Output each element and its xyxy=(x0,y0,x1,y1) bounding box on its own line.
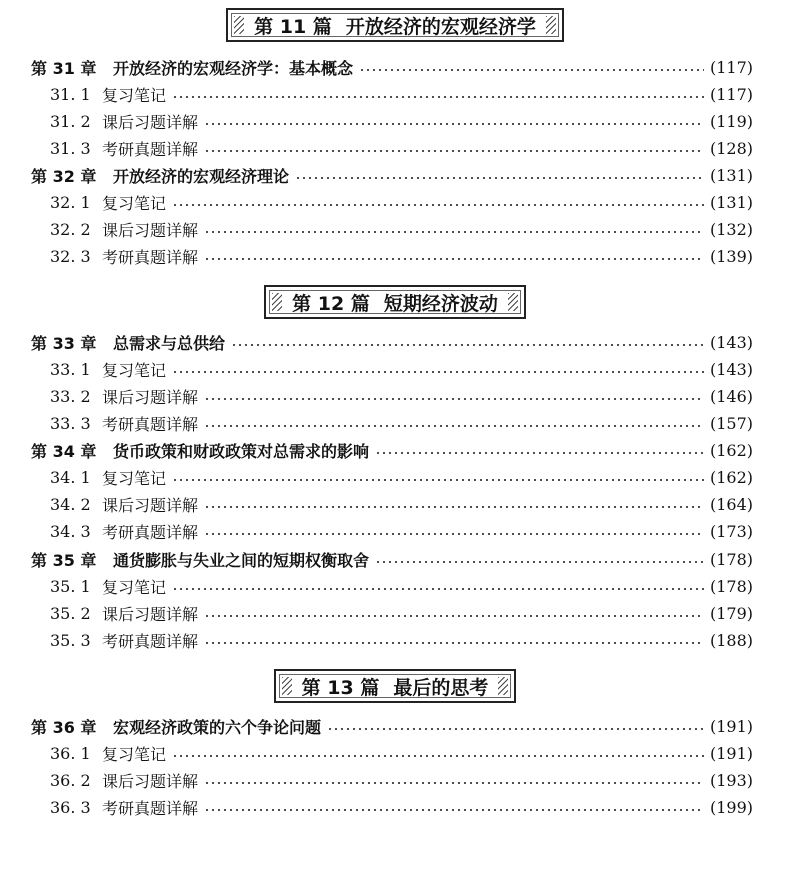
page-number: (162) xyxy=(709,467,753,487)
dot-leader xyxy=(327,728,704,730)
page-number: (173) xyxy=(709,521,753,541)
chapter-number: 第 33 章 xyxy=(31,333,97,353)
page-number: (131) xyxy=(709,192,753,212)
page-number: (162) xyxy=(709,440,753,460)
toc-section-row[interactable] xyxy=(50,795,753,819)
part-banner xyxy=(0,285,790,319)
toc-section-row[interactable] xyxy=(50,82,753,106)
section-title: 考研真题详解 xyxy=(102,139,199,159)
section-title: 复习笔记 xyxy=(102,744,167,764)
toc-section-row[interactable] xyxy=(50,601,753,625)
page-number: (179) xyxy=(709,603,753,623)
dot-leader xyxy=(375,561,704,563)
toc-section-row[interactable] xyxy=(50,217,753,241)
part-heading-box xyxy=(274,669,517,703)
dot-leader xyxy=(204,615,704,617)
section-number: 34. 1 xyxy=(50,467,91,487)
section-number: 35. 3 xyxy=(50,630,91,650)
dot-leader xyxy=(204,258,704,260)
part-title: 短期经济波动 xyxy=(383,292,498,315)
part-banner xyxy=(0,669,790,703)
section-title: 考研真题详解 xyxy=(102,798,199,818)
chapter-number: 第 31 章 xyxy=(31,58,97,78)
section-title: 考研真题详解 xyxy=(102,631,199,651)
section-number: 34. 3 xyxy=(50,521,91,541)
page-number: (128) xyxy=(709,138,753,158)
dot-leader xyxy=(172,96,704,98)
dot-leader xyxy=(172,479,704,481)
chapter-title: 总需求与总供给 xyxy=(113,333,226,353)
section-number: 36. 1 xyxy=(50,743,91,763)
dot-leader xyxy=(172,588,704,590)
page-number: (146) xyxy=(709,386,753,406)
dot-leader xyxy=(375,452,704,454)
dot-leader xyxy=(359,69,704,71)
toc-section-row[interactable] xyxy=(50,465,753,489)
section-number: 34. 2 xyxy=(50,494,91,514)
page-number: (164) xyxy=(709,494,753,514)
section-title: 课后习题详解 xyxy=(102,220,199,240)
page-number: (117) xyxy=(709,84,753,104)
section-title: 考研真题详解 xyxy=(102,247,199,267)
chapter-title: 开放经济的宏观经济学：基本概念 xyxy=(113,58,354,78)
page-number: (188) xyxy=(709,630,753,650)
chapter-title: 通货膨胀与失业之间的短期权衡取舍 xyxy=(113,550,370,570)
page-number: (193) xyxy=(709,770,753,790)
part-banner xyxy=(0,8,790,42)
part-heading-box xyxy=(264,285,526,319)
dot-leader xyxy=(204,809,704,811)
section-title: 复习笔记 xyxy=(102,577,167,597)
section-number: 31. 1 xyxy=(50,84,91,104)
toc-chapter-row[interactable] xyxy=(31,55,753,79)
chapter-title: 开放经济的宏观经济理论 xyxy=(113,166,290,186)
page-number: (143) xyxy=(709,359,753,379)
part-number: 第 12 篇 xyxy=(292,292,370,315)
dot-leader xyxy=(204,123,704,125)
page-number: (117) xyxy=(709,57,753,77)
part-number: 第 11 篇 xyxy=(254,15,332,38)
page-number: (131) xyxy=(709,165,753,185)
section-number: 33. 2 xyxy=(50,386,91,406)
toc-section-row[interactable] xyxy=(50,628,753,652)
page-number: (178) xyxy=(709,549,753,569)
page-number: (139) xyxy=(709,246,753,266)
section-title: 复习笔记 xyxy=(102,468,167,488)
dot-leader xyxy=(204,425,704,427)
toc-chapter-row[interactable] xyxy=(31,330,753,354)
page-number: (143) xyxy=(709,332,753,352)
dot-leader xyxy=(204,231,704,233)
dot-leader xyxy=(204,533,704,535)
toc-section-row[interactable] xyxy=(50,384,753,408)
section-title: 复习笔记 xyxy=(102,85,167,105)
section-title: 课后习题详解 xyxy=(102,771,199,791)
section-number: 36. 2 xyxy=(50,770,91,790)
toc-section-row[interactable] xyxy=(50,136,753,160)
page-number: (119) xyxy=(709,111,753,131)
page-number: (199) xyxy=(709,797,753,817)
section-number: 33. 1 xyxy=(50,359,91,379)
dot-leader xyxy=(172,204,704,206)
section-title: 课后习题详解 xyxy=(102,495,199,515)
dot-leader xyxy=(231,344,704,346)
part-number: 第 13 篇 xyxy=(301,676,380,699)
toc-section-row[interactable] xyxy=(50,768,753,792)
dot-leader xyxy=(172,371,704,373)
toc-section-row[interactable] xyxy=(50,190,753,214)
part-title: 开放经济的宏观经济学 xyxy=(345,15,536,38)
chapter-title: 宏观经济政策的六个争论问题 xyxy=(113,717,322,737)
dot-leader xyxy=(204,782,704,784)
dot-leader xyxy=(295,177,704,179)
toc-section-row[interactable] xyxy=(50,109,753,133)
toc-chapter-row[interactable] xyxy=(31,547,753,571)
section-number: 31. 2 xyxy=(50,111,91,131)
section-title: 复习笔记 xyxy=(102,193,167,213)
toc-section-row[interactable] xyxy=(50,411,753,435)
section-number: 36. 3 xyxy=(50,797,91,817)
toc-chapter-row[interactable] xyxy=(31,714,753,738)
section-title: 考研真题详解 xyxy=(102,414,199,434)
toc-chapter-row[interactable] xyxy=(31,163,753,187)
chapter-title: 货币政策和财政政策对总需求的影响 xyxy=(113,441,370,461)
page-number: (178) xyxy=(709,576,753,596)
page-number: (191) xyxy=(709,716,753,736)
section-number: 32. 1 xyxy=(50,192,91,212)
section-number: 33. 3 xyxy=(50,413,91,433)
section-title: 考研真题详解 xyxy=(102,522,199,542)
part-heading-box xyxy=(226,8,564,42)
toc-section-row[interactable] xyxy=(50,519,753,543)
section-title: 课后习题详解 xyxy=(102,387,199,407)
section-title: 课后习题详解 xyxy=(102,604,199,624)
page-number: (191) xyxy=(709,743,753,763)
section-number: 35. 2 xyxy=(50,603,91,623)
dot-leader xyxy=(204,642,704,644)
dot-leader xyxy=(204,398,704,400)
section-number: 35. 1 xyxy=(50,576,91,596)
dot-leader xyxy=(204,150,704,152)
dot-leader xyxy=(172,755,704,757)
chapter-number: 第 35 章 xyxy=(31,550,97,570)
chapter-number: 第 32 章 xyxy=(31,166,97,186)
dot-leader xyxy=(204,506,704,508)
section-number: 32. 3 xyxy=(50,246,91,266)
chapter-number: 第 36 章 xyxy=(31,717,97,737)
toc-section-row[interactable] xyxy=(50,741,753,765)
toc-section-row[interactable] xyxy=(50,357,753,381)
page-number: (132) xyxy=(709,219,753,239)
section-number: 31. 3 xyxy=(50,138,91,158)
toc-section-row[interactable] xyxy=(50,574,753,598)
toc-chapter-row[interactable] xyxy=(31,438,753,462)
toc-section-row[interactable] xyxy=(50,244,753,268)
part-title: 最后的思考 xyxy=(393,676,489,699)
section-title: 复习笔记 xyxy=(102,360,167,380)
page-number: (157) xyxy=(709,413,753,433)
chapter-number: 第 34 章 xyxy=(31,441,97,461)
toc-section-row[interactable] xyxy=(50,492,753,516)
section-number: 32. 2 xyxy=(50,219,91,239)
section-title: 课后习题详解 xyxy=(102,112,199,132)
